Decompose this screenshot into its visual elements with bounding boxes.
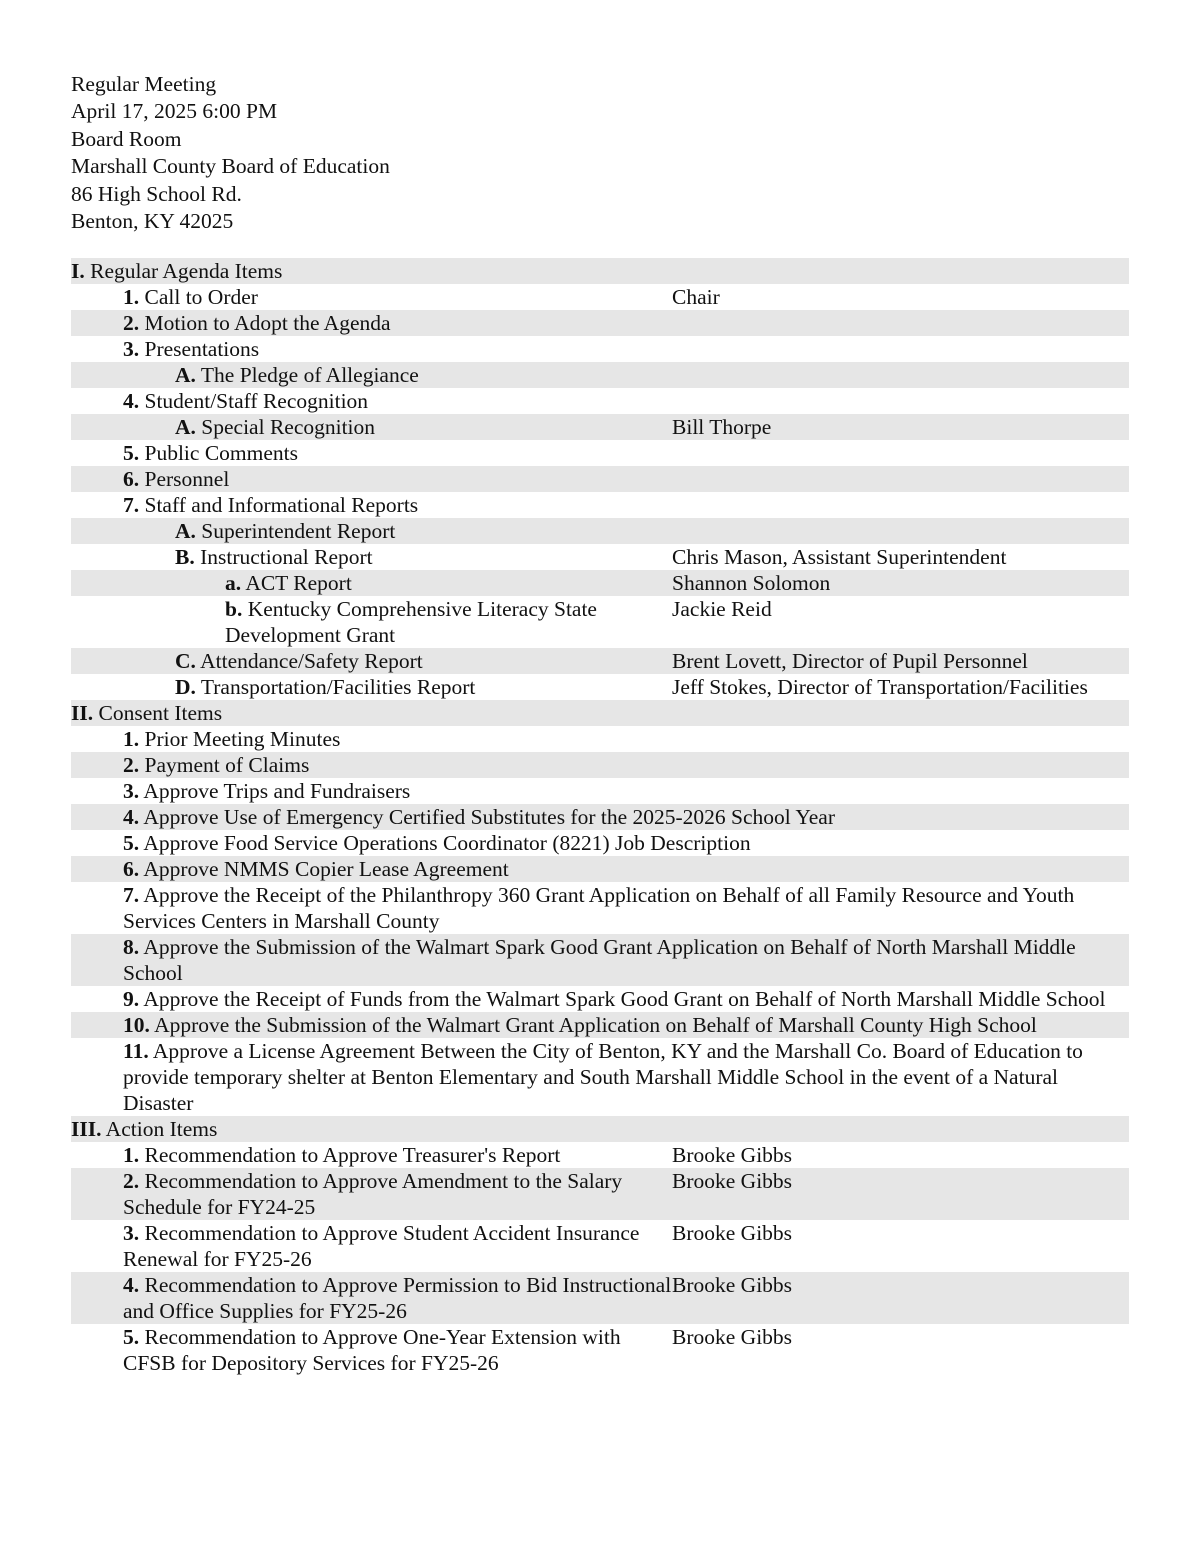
agenda-item-number: 6. bbox=[123, 857, 140, 881]
agenda-item-text: Approve the Submission of the Walmart Grant Application on Behalf of Marshall County High School bbox=[149, 1013, 1037, 1037]
organization-name: Marshall County Board of Education bbox=[71, 154, 390, 179]
agenda-item-label bbox=[71, 492, 672, 518]
agenda-item-text: Call to Order bbox=[139, 285, 258, 309]
agenda-item bbox=[71, 362, 1129, 388]
section-title-text: Action Items bbox=[101, 1117, 218, 1141]
agenda-item bbox=[71, 1324, 1129, 1376]
agenda-item-number: B. bbox=[175, 545, 195, 569]
agenda-item-text: Approve Food Service Operations Coordinator (8221) Job Description bbox=[139, 831, 751, 855]
agenda-item bbox=[71, 414, 1129, 440]
agenda-item-number: D. bbox=[175, 675, 196, 699]
meeting-type: Regular Meeting bbox=[71, 72, 217, 96]
agenda-item-text: Public Comments bbox=[139, 441, 298, 465]
agenda-item-label bbox=[71, 674, 672, 700]
agenda-item-text: Kentucky Comprehensive Literacy State Development Grant bbox=[225, 597, 597, 647]
agenda-item-label bbox=[71, 1324, 672, 1376]
agenda-item-text: Approve NMMS Copier Lease Agreement bbox=[139, 857, 509, 881]
agenda-item-presenter: Brooke Gibbs bbox=[672, 1325, 793, 1349]
agenda-item-presenter: Brooke Gibbs bbox=[672, 1221, 793, 1245]
agenda-item bbox=[71, 388, 1129, 414]
agenda-item bbox=[71, 804, 1129, 830]
agenda-item-number: 1. bbox=[123, 285, 140, 309]
agenda-item-number: 11. bbox=[123, 1039, 149, 1063]
agenda-item-label bbox=[71, 856, 1129, 882]
agenda-item-text: Personnel bbox=[139, 467, 230, 491]
agenda-item-label bbox=[71, 830, 1129, 856]
agenda-item-text: Motion to Adopt the Agenda bbox=[139, 311, 391, 335]
agenda-item-number: a. bbox=[225, 571, 242, 595]
section-title bbox=[71, 700, 222, 726]
agenda-item-presenter: Brent Lovett, Director of Pupil Personnel bbox=[672, 649, 1028, 673]
agenda-item-number: 3. bbox=[123, 779, 140, 803]
agenda-section-header bbox=[71, 700, 1129, 726]
section-title bbox=[71, 1116, 217, 1142]
agenda-item bbox=[71, 596, 1129, 648]
agenda-item-label bbox=[71, 648, 672, 674]
agenda-item-number: 2. bbox=[123, 1169, 140, 1193]
agenda-item-label bbox=[71, 1142, 672, 1168]
agenda-item bbox=[71, 1272, 1129, 1324]
agenda-item bbox=[71, 778, 1129, 804]
agenda-item-label bbox=[71, 882, 1129, 934]
agenda-item-presenter: Brooke Gibbs bbox=[672, 1273, 793, 1297]
agenda-item-number: 5. bbox=[123, 441, 140, 465]
agenda-item-number: 7. bbox=[123, 883, 140, 907]
agenda-section-header bbox=[71, 258, 1129, 284]
agenda-item bbox=[71, 1012, 1129, 1038]
agenda-item-text: Approve the Receipt of the Philanthropy 360 Grant Application on Behalf of all Family Resource and Youth Services Centers in Marshall County bbox=[123, 883, 1075, 933]
agenda-item bbox=[71, 1220, 1129, 1272]
agenda-item bbox=[71, 284, 1129, 310]
agenda-item-text: Approve the Submission of the Walmart Spark Good Grant Application on Behalf of North Marshall Middle School bbox=[123, 935, 1076, 985]
agenda-item-label bbox=[71, 1272, 672, 1324]
agenda-item bbox=[71, 466, 1129, 492]
agenda-item bbox=[71, 310, 1129, 336]
agenda-item bbox=[71, 336, 1129, 362]
agenda-item bbox=[71, 440, 1129, 466]
agenda-section-header bbox=[71, 1116, 1129, 1142]
agenda-item bbox=[71, 830, 1129, 856]
agenda-item-number: 2. bbox=[123, 753, 140, 777]
agenda-item-text: Approve Use of Emergency Certified Substitutes for the 2025-2026 School Year bbox=[139, 805, 835, 829]
agenda-item-presenter: Chair bbox=[672, 285, 720, 309]
agenda-item-number: C. bbox=[175, 649, 196, 673]
agenda-item-number: 1. bbox=[123, 727, 140, 751]
agenda-item bbox=[71, 492, 1129, 518]
agenda-item-label bbox=[71, 778, 1129, 804]
agenda-item-label bbox=[71, 570, 672, 596]
section-title-text: Regular Agenda Items bbox=[84, 259, 283, 283]
agenda-item-text: Recommendation to Approve Student Accident Insurance Renewal for FY25-26 bbox=[123, 1221, 640, 1271]
agenda-item-text: Approve a License Agreement Between the City of Benton, KY and the Marshall Co. Board of Education to provide temporary shelter at Benton Elementary and South Marshall Middle School in the event of a Natural Disaster bbox=[123, 1039, 1083, 1115]
agenda-item-text: Instructional Report bbox=[194, 545, 373, 569]
agenda-item-text: Presentations bbox=[139, 337, 260, 361]
agenda-item-label bbox=[71, 1038, 1129, 1116]
agenda-item-number: 3. bbox=[123, 1221, 140, 1245]
agenda-item-text: Approve Trips and Fundraisers bbox=[139, 779, 411, 803]
meeting-datetime: April 17, 2025 6:00 PM bbox=[71, 99, 278, 124]
agenda-item bbox=[71, 752, 1129, 778]
agenda-item-text: Student/Staff Recognition bbox=[139, 389, 369, 413]
agenda-item-number: 5. bbox=[123, 1325, 140, 1349]
agenda-item-number: 3. bbox=[123, 337, 140, 361]
agenda-item-number: 6. bbox=[123, 467, 140, 491]
agenda-item-label bbox=[71, 1220, 672, 1272]
agenda-item-presenter: Jackie Reid bbox=[672, 597, 772, 621]
agenda-item-text: Approve the Receipt of Funds from the Walmart Spark Good Grant on Behalf of North Marshall Middle School bbox=[139, 987, 1106, 1011]
agenda-item-text: Special Recognition bbox=[195, 415, 376, 439]
agenda-item-text: Recommendation to Approve Treasurer's Report bbox=[139, 1143, 561, 1167]
agenda-item-text: Superintendent Report bbox=[195, 519, 396, 543]
agenda-item-label bbox=[71, 934, 1129, 986]
agenda-item-presenter: Bill Thorpe bbox=[672, 415, 772, 439]
agenda-item-presenter: Brooke Gibbs bbox=[672, 1143, 793, 1167]
agenda-item-label bbox=[71, 1012, 1129, 1038]
agenda-item-text: Prior Meeting Minutes bbox=[139, 727, 341, 751]
agenda-item-text: Transportation/Facilities Report bbox=[195, 675, 476, 699]
agenda-item-label bbox=[71, 986, 1129, 1012]
agenda-item bbox=[71, 882, 1129, 934]
agenda-item-label bbox=[71, 726, 1129, 752]
section-number: II. bbox=[71, 701, 94, 725]
agenda-item-presenter: Chris Mason, Assistant Superintendent bbox=[672, 545, 1007, 569]
agenda-item bbox=[71, 544, 1129, 570]
agenda-item-text: ACT Report bbox=[241, 571, 352, 595]
agenda-item-number: b. bbox=[225, 597, 243, 621]
address-line-2: Benton, KY 42025 bbox=[71, 209, 234, 234]
agenda-item-label bbox=[71, 518, 672, 544]
agenda-item-presenter: Brooke Gibbs bbox=[672, 1169, 793, 1193]
agenda-item-label bbox=[71, 284, 672, 310]
agenda-item-label bbox=[71, 310, 672, 336]
agenda-item-number: 4. bbox=[123, 805, 140, 829]
agenda-item bbox=[71, 570, 1129, 596]
agenda-item-label bbox=[71, 596, 672, 648]
agenda-item-label bbox=[71, 388, 672, 414]
agenda-item-label bbox=[71, 804, 1129, 830]
agenda-item bbox=[71, 518, 1129, 544]
address-line-1: 86 High School Rd. bbox=[71, 181, 242, 206]
meeting-header bbox=[71, 71, 390, 235]
agenda-item-number: 4. bbox=[123, 1273, 140, 1297]
agenda-item-label bbox=[71, 362, 672, 388]
agenda-item bbox=[71, 934, 1129, 986]
agenda-item bbox=[71, 1038, 1129, 1116]
agenda-table bbox=[71, 258, 1129, 1376]
agenda-item-text: Recommendation to Approve Permission to Bid Instructional and Office Supplies for FY25-26 bbox=[123, 1273, 672, 1323]
agenda-item-label bbox=[71, 414, 672, 440]
section-number: I. bbox=[71, 259, 85, 283]
agenda-item bbox=[71, 726, 1129, 752]
agenda-item-text: Recommendation to Approve One-Year Extension with CFSB for Depository Services for FY25-26 bbox=[123, 1325, 621, 1375]
agenda-item-label bbox=[71, 466, 672, 492]
agenda-item-text: Staff and Informational Reports bbox=[139, 493, 419, 517]
agenda-item bbox=[71, 856, 1129, 882]
agenda-item-number: 10. bbox=[123, 1013, 150, 1037]
agenda-item-text: Payment of Claims bbox=[139, 753, 310, 777]
agenda-item-number: 7. bbox=[123, 493, 140, 517]
agenda-item-number: A. bbox=[175, 363, 196, 387]
section-number: III. bbox=[71, 1117, 102, 1141]
agenda-item bbox=[71, 986, 1129, 1012]
agenda-item-label bbox=[71, 440, 672, 466]
agenda-item bbox=[71, 674, 1129, 700]
agenda-item-number: A. bbox=[175, 519, 196, 543]
agenda-item-presenter: Jeff Stokes, Director of Transportation/Facilities bbox=[672, 675, 1088, 699]
agenda-item-label bbox=[71, 544, 672, 570]
agenda-item-number: 9. bbox=[123, 987, 140, 1011]
section-title-text: Consent Items bbox=[93, 701, 223, 725]
agenda-item-number: A. bbox=[175, 415, 196, 439]
agenda-item-number: 1. bbox=[123, 1143, 140, 1167]
agenda-item bbox=[71, 1142, 1129, 1168]
agenda-item-label bbox=[71, 336, 672, 362]
agenda-item-text: Attendance/Safety Report bbox=[195, 649, 423, 673]
agenda-item-text: The Pledge of Allegiance bbox=[195, 363, 419, 387]
agenda-item-presenter: Shannon Solomon bbox=[672, 571, 831, 595]
agenda-item-label bbox=[71, 752, 1129, 778]
agenda-item-number: 5. bbox=[123, 831, 140, 855]
agenda-item bbox=[71, 1168, 1129, 1220]
section-title bbox=[71, 258, 282, 284]
agenda-item-text: Recommendation to Approve Amendment to the Salary Schedule for FY24-25 bbox=[123, 1169, 623, 1219]
agenda-item-label bbox=[71, 1168, 672, 1220]
agenda-item-number: 8. bbox=[123, 935, 140, 959]
agenda-item bbox=[71, 648, 1129, 674]
agenda-item-number: 4. bbox=[123, 389, 140, 413]
meeting-room: Board Room bbox=[71, 126, 182, 151]
agenda-item-number: 2. bbox=[123, 311, 140, 335]
